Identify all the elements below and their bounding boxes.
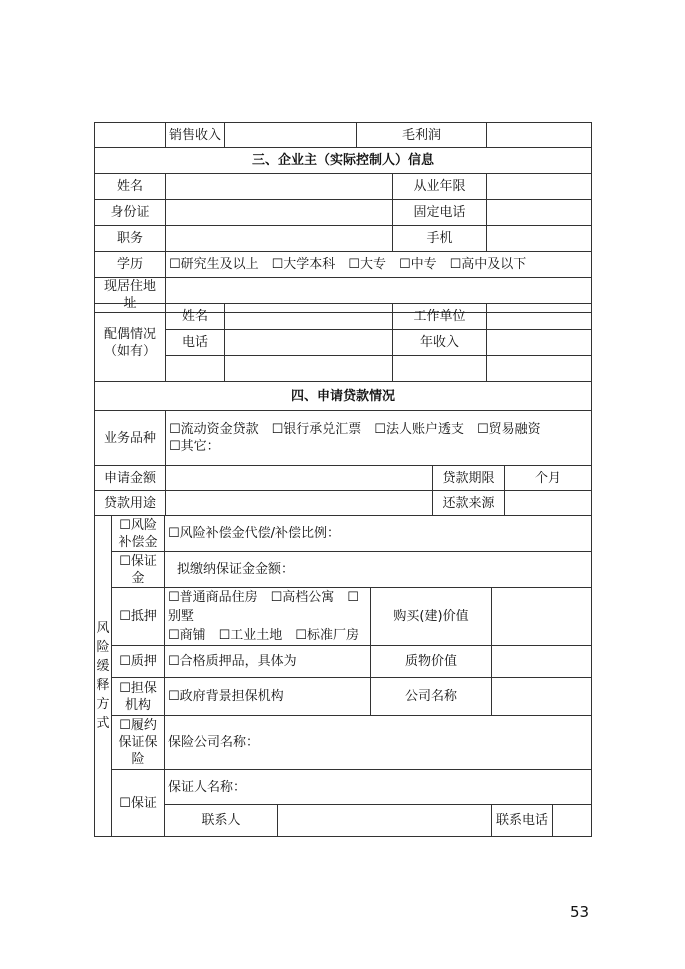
id-card-label: 身份证 [95, 200, 166, 226]
sales-income-value[interactable] [225, 123, 357, 148]
insurance-label-line1[interactable]: ☐履约 [119, 718, 157, 733]
spouse-income-label: 年收入 [393, 330, 487, 356]
comp-label[interactable] [112, 516, 165, 552]
insurance-company[interactable]: 保险公司名称： [165, 716, 592, 770]
name-field[interactable] [166, 174, 393, 200]
business-options-line2[interactable]: ☐其它： [169, 439, 220, 454]
spouse-workplace-field[interactable] [487, 304, 592, 330]
repay-source-field[interactable] [505, 491, 592, 516]
blank-cell[interactable] [166, 356, 225, 382]
blank-cell[interactable] [95, 123, 166, 148]
landline-field[interactable] [487, 200, 592, 226]
id-card-field[interactable] [166, 200, 393, 226]
pledge-label[interactable]: ☐质押 [112, 646, 165, 678]
blank-cell[interactable] [487, 356, 592, 382]
address-label: 现居住地址 [95, 278, 166, 313]
contact-phone-label: 联系电话 [492, 805, 553, 837]
pledge-value-label: 质物价值 [371, 646, 492, 678]
position-label: 职务 [95, 226, 166, 252]
term-label: 贷款期限 [433, 466, 505, 491]
purpose-field[interactable] [166, 491, 433, 516]
risk-table [94, 515, 592, 837]
company-name-field[interactable] [492, 678, 592, 716]
purchase-value-field[interactable] [492, 588, 592, 646]
company-name-label: 公司名称 [371, 678, 492, 716]
deposit-label-line2: 金 [131, 570, 145, 586]
spouse-label-line2: （如有） [103, 343, 156, 359]
guarantor-name[interactable]: 保证人名称： [165, 770, 592, 805]
purchase-value-label: 购买(建)价值 [371, 588, 492, 646]
guarantee-org-label[interactable] [112, 678, 165, 716]
years-field[interactable] [487, 174, 592, 200]
spouse-name-label: 姓名 [166, 304, 225, 330]
term-unit: 个月 [505, 466, 592, 491]
pledge-value-field[interactable] [492, 646, 592, 678]
mortgage-options-line2: 别墅 [168, 609, 195, 624]
mobile-field[interactable] [487, 226, 592, 252]
spouse-label [95, 304, 166, 382]
comp-label-line2: 补偿金 [118, 534, 158, 550]
deposit-detail[interactable]: 拟缴纳保证金金额： [165, 552, 592, 588]
spouse-name-field[interactable] [225, 304, 393, 330]
guarantee-org-detail[interactable]: ☐政府背景担保机构 [165, 678, 371, 716]
repay-source-label: 还款来源 [433, 491, 505, 516]
guarantee-org-line1[interactable]: ☐担保 [119, 680, 157, 696]
business-type-label: 业务品种 [95, 411, 166, 466]
spouse-label-line1: 配偶情况 [103, 326, 156, 342]
landline-label: 固定电话 [393, 200, 487, 226]
insurance-label-line2: 保证保 [118, 735, 158, 750]
years-label: 从业年限 [393, 174, 487, 200]
deposit-label-line1[interactable]: ☐保证 [119, 553, 157, 569]
spouse-phone-label: 电话 [166, 330, 225, 356]
blank-cell[interactable] [225, 356, 393, 382]
amount-label: 申请金额 [95, 466, 166, 491]
mobile-label: 手机 [393, 226, 487, 252]
section4-title: 四、申请贷款情况 [95, 382, 592, 411]
spouse-table [94, 303, 592, 382]
income-table [94, 122, 592, 148]
mortgage-label[interactable]: ☐抵押 [112, 588, 165, 646]
pledge-detail[interactable]: ☐合格质押品，具体为 [165, 646, 371, 678]
owner-info-table [94, 147, 592, 313]
business-type-options[interactable] [166, 411, 592, 466]
gross-profit-value[interactable] [487, 123, 592, 148]
section3-title: 三、企业主（实际控制人）信息 [95, 148, 592, 174]
position-field[interactable] [166, 226, 393, 252]
amount-field[interactable] [166, 466, 433, 491]
loan-table [94, 381, 592, 516]
mortgage-options[interactable] [165, 588, 371, 646]
sales-income-label: 销售收入 [166, 123, 225, 148]
spouse-workplace-label: 工作单位 [393, 304, 487, 330]
contact-phone-field[interactable] [553, 805, 592, 837]
gross-profit-label: 毛利润 [357, 123, 487, 148]
spouse-phone-field[interactable] [225, 330, 393, 356]
guarantee-org-line2: 机构 [124, 697, 151, 713]
mortgage-options-line3[interactable]: ☐商铺 ☐工业土地 ☐标准厂房 [168, 628, 359, 643]
business-options-line1[interactable]: ☐流动资金贷款 ☐银行承兑汇票 ☐法人账户透支 ☐贸易融资 [169, 422, 541, 437]
spouse-income-field[interactable] [487, 330, 592, 356]
deposit-label[interactable] [112, 552, 165, 588]
blank-cell[interactable] [393, 356, 487, 382]
insurance-label-line3: 险 [131, 752, 145, 767]
contact-field[interactable] [278, 805, 492, 837]
insurance-label[interactable] [112, 716, 165, 770]
comp-detail[interactable]: ☐风险补偿金代偿/补偿比例： [165, 516, 592, 552]
purpose-label: 贷款用途 [95, 491, 166, 516]
risk-label: 风险缓释方式 [96, 621, 110, 731]
name-label: 姓名 [95, 174, 166, 200]
comp-label-line1[interactable]: ☐风险 [119, 517, 157, 533]
mortgage-options-line1[interactable]: ☐普通商品住房 ☐高档公寓 ☐ [168, 590, 359, 605]
guarantee-label[interactable]: ☐保证 [112, 770, 165, 837]
risk-label-cell [95, 516, 112, 837]
education-label: 学历 [95, 252, 166, 278]
page-number: 53 [570, 903, 590, 921]
contact-label: 联系人 [165, 805, 278, 837]
education-options[interactable]: ☐研究生及以上 ☐大学本科 ☐大专 ☐中专 ☐高中及以下 [166, 252, 592, 278]
